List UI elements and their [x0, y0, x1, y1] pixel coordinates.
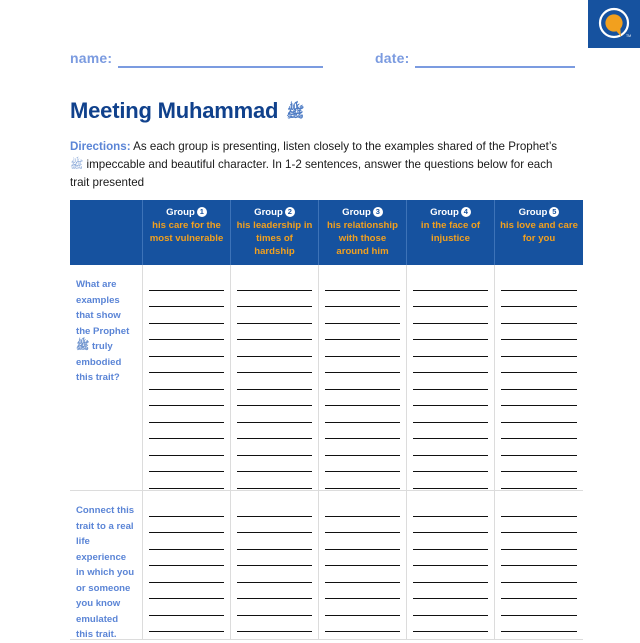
writing-line[interactable] — [325, 456, 400, 473]
writing-line[interactable] — [237, 423, 312, 440]
writing-line[interactable] — [149, 550, 224, 567]
group-4-title: Group 4 — [411, 207, 490, 219]
writing-line[interactable] — [325, 583, 400, 600]
qalam-q-logo-icon — [597, 7, 631, 41]
pbuh-calligraphy-icon-inline: ﷺ — [70, 158, 84, 171]
group-2-description: his leadership in times of hardship — [236, 220, 313, 258]
name-date-row — [70, 50, 570, 72]
writing-line[interactable] — [501, 599, 577, 616]
writing-line[interactable] — [501, 472, 577, 489]
writing-line[interactable] — [149, 583, 224, 600]
writing-line[interactable] — [237, 566, 312, 583]
writing-line[interactable] — [149, 439, 224, 456]
answer-cell-r1c2[interactable] — [231, 265, 319, 490]
writing-line[interactable] — [237, 307, 312, 324]
column-header-group-4 — [407, 200, 495, 265]
writing-line[interactable] — [149, 274, 224, 291]
writing-line[interactable] — [413, 373, 488, 390]
writing-line[interactable] — [149, 456, 224, 473]
writing-line[interactable] — [413, 406, 488, 423]
writing-line[interactable] — [237, 533, 312, 550]
writing-line[interactable] — [325, 357, 400, 374]
writing-line[interactable] — [237, 390, 312, 407]
writing-line[interactable] — [501, 533, 577, 550]
writing-line[interactable] — [237, 357, 312, 374]
group-3-description: his relationship with those around him — [327, 220, 398, 258]
writing-line[interactable] — [413, 307, 488, 324]
writing-line[interactable] — [413, 583, 488, 600]
answer-cell-r1c4[interactable] — [407, 265, 495, 490]
group-2-number: 2 — [285, 207, 295, 217]
directions-label: Directions: — [70, 140, 131, 153]
writing-line[interactable] — [149, 406, 224, 423]
group-3-number: 3 — [373, 207, 383, 217]
page-title-text: Meeting Muhammad — [70, 98, 279, 123]
group-4-description: in the face of injustice — [420, 220, 481, 245]
group-4-number: 4 — [461, 207, 471, 217]
writing-line[interactable] — [501, 307, 577, 324]
writing-line[interactable] — [325, 566, 400, 583]
writing-line[interactable] — [149, 390, 224, 407]
writing-line[interactable] — [325, 274, 400, 291]
writing-line[interactable] — [325, 307, 400, 324]
column-header-group-3 — [319, 200, 407, 265]
writing-line[interactable] — [501, 632, 577, 639]
date-input-rule[interactable] — [415, 53, 575, 68]
writing-line[interactable] — [325, 423, 400, 440]
writing-line[interactable] — [413, 274, 488, 291]
group-5-number: 5 — [549, 207, 559, 217]
answer-cell-r1c5[interactable] — [495, 265, 583, 490]
writing-line[interactable] — [413, 599, 488, 616]
pbuh-calligraphy-icon-row1: ﷺ — [76, 340, 90, 353]
brand-logo — [588, 0, 640, 48]
writing-line[interactable] — [413, 291, 488, 308]
writing-line[interactable] — [501, 517, 577, 534]
writing-line[interactable] — [501, 439, 577, 456]
pbuh-calligraphy-icon: ﷺ — [286, 103, 305, 121]
writing-line[interactable] — [149, 291, 224, 308]
table-row — [70, 265, 583, 491]
writing-line[interactable] — [237, 599, 312, 616]
answer-cell-r2c3[interactable] — [319, 491, 407, 639]
writing-line[interactable] — [149, 599, 224, 616]
writing-line[interactable] — [501, 550, 577, 567]
writing-line[interactable] — [237, 439, 312, 456]
writing-line[interactable] — [149, 566, 224, 583]
row-2-prompt: Connect this trait to a real life experience in which you or someone you know emulated this trait. — [70, 491, 143, 639]
writing-line[interactable] — [237, 500, 312, 517]
group-3-title: Group 3 — [323, 207, 402, 219]
column-header-group-2 — [231, 200, 319, 265]
writing-line[interactable] — [149, 324, 224, 341]
writing-line[interactable] — [149, 472, 224, 489]
writing-line[interactable] — [413, 423, 488, 440]
writing-line[interactable] — [237, 517, 312, 534]
writing-line[interactable] — [413, 357, 488, 374]
writing-line[interactable] — [413, 472, 488, 489]
answer-cell-r2c4[interactable] — [407, 491, 495, 639]
writing-line[interactable] — [501, 566, 577, 583]
answer-cell-r1c3[interactable] — [319, 265, 407, 490]
svg-text:TM: TM — [626, 34, 631, 38]
writing-line[interactable] — [501, 324, 577, 341]
date-field-group[interactable] — [375, 50, 575, 68]
writing-line[interactable] — [501, 406, 577, 423]
writing-line[interactable] — [325, 550, 400, 567]
column-header-group-5 — [495, 200, 583, 265]
writing-line[interactable] — [325, 500, 400, 517]
writing-line[interactable] — [501, 456, 577, 473]
group-1-description: his care for the most vulnerable — [149, 220, 224, 245]
writing-line[interactable] — [237, 472, 312, 489]
writing-line[interactable] — [237, 550, 312, 567]
writing-line[interactable] — [413, 456, 488, 473]
table-header-row — [70, 200, 583, 265]
table-row — [70, 491, 583, 640]
name-label: name: — [70, 50, 113, 66]
directions-body: As each group is presenting, listen closely to the examples shared of the Prophet’s ﷺ impeccable and beautiful character. In 1-2 sentences, answer the questions below for each trait presented — [70, 140, 557, 189]
writing-line[interactable] — [149, 632, 224, 639]
page-title — [70, 98, 304, 124]
writing-line[interactable] — [325, 291, 400, 308]
writing-line[interactable] — [237, 373, 312, 390]
writing-line[interactable] — [149, 307, 224, 324]
writing-line[interactable] — [149, 357, 224, 374]
writing-line[interactable] — [237, 274, 312, 291]
writing-line[interactable] — [325, 390, 400, 407]
writing-line[interactable] — [325, 472, 400, 489]
writing-line[interactable] — [413, 439, 488, 456]
writing-line[interactable] — [501, 373, 577, 390]
writing-line[interactable] — [237, 406, 312, 423]
group-2-title: Group 2 — [235, 207, 314, 219]
writing-line[interactable] — [325, 632, 400, 639]
writing-line[interactable] — [149, 373, 224, 390]
answer-cell-r2c2[interactable] — [231, 491, 319, 639]
date-label: date: — [375, 50, 410, 66]
writing-line[interactable] — [413, 550, 488, 567]
group-5-title: Group 5 — [499, 207, 579, 219]
writing-line[interactable] — [237, 340, 312, 357]
writing-line[interactable] — [501, 357, 577, 374]
answer-cell-r2c5[interactable] — [495, 491, 583, 639]
writing-line[interactable] — [413, 324, 488, 341]
table-corner-cell — [70, 200, 143, 265]
writing-line[interactable] — [413, 566, 488, 583]
writing-line[interactable] — [501, 583, 577, 600]
writing-line[interactable] — [237, 616, 312, 633]
answer-cell-r2c1[interactable] — [143, 491, 231, 639]
name-input-rule[interactable] — [118, 53, 323, 68]
writing-line[interactable] — [501, 500, 577, 517]
writing-line[interactable] — [237, 324, 312, 341]
writing-line[interactable] — [325, 517, 400, 534]
directions-paragraph — [70, 138, 562, 192]
writing-line[interactable] — [413, 533, 488, 550]
writing-line[interactable] — [325, 599, 400, 616]
writing-line[interactable] — [413, 500, 488, 517]
writing-line[interactable] — [325, 439, 400, 456]
writing-line[interactable] — [149, 616, 224, 633]
writing-line[interactable] — [501, 291, 577, 308]
group-5-description: his love and care for you — [500, 220, 578, 245]
writing-line[interactable] — [237, 291, 312, 308]
writing-line[interactable] — [149, 500, 224, 517]
writing-line[interactable] — [413, 390, 488, 407]
writing-line[interactable] — [149, 533, 224, 550]
writing-line[interactable] — [149, 340, 224, 357]
group-1-number: 1 — [197, 207, 207, 217]
writing-line[interactable] — [325, 533, 400, 550]
writing-line[interactable] — [325, 406, 400, 423]
writing-line[interactable] — [325, 616, 400, 633]
writing-line[interactable] — [501, 390, 577, 407]
writing-line[interactable] — [413, 517, 488, 534]
writing-line[interactable] — [149, 517, 224, 534]
writing-line[interactable] — [501, 274, 577, 291]
writing-line[interactable] — [413, 632, 488, 639]
writing-line[interactable] — [325, 324, 400, 341]
writing-line[interactable] — [325, 373, 400, 390]
group-1-title: Group 1 — [147, 207, 226, 219]
writing-line[interactable] — [325, 340, 400, 357]
writing-line[interactable] — [501, 423, 577, 440]
writing-line[interactable] — [149, 423, 224, 440]
writing-line[interactable] — [413, 616, 488, 633]
writing-line[interactable] — [237, 583, 312, 600]
writing-line[interactable] — [237, 632, 312, 639]
writing-line[interactable] — [501, 616, 577, 633]
writing-line[interactable] — [413, 340, 488, 357]
name-field-group[interactable] — [70, 50, 323, 68]
row-1-prompt: What are examples that show the Prophet ﷺ truly embodied this trait? — [70, 265, 143, 490]
writing-line[interactable] — [501, 340, 577, 357]
answer-cell-r1c1[interactable] — [143, 265, 231, 490]
worksheet-table — [70, 200, 583, 640]
column-header-group-1 — [143, 200, 231, 265]
writing-line[interactable] — [237, 456, 312, 473]
